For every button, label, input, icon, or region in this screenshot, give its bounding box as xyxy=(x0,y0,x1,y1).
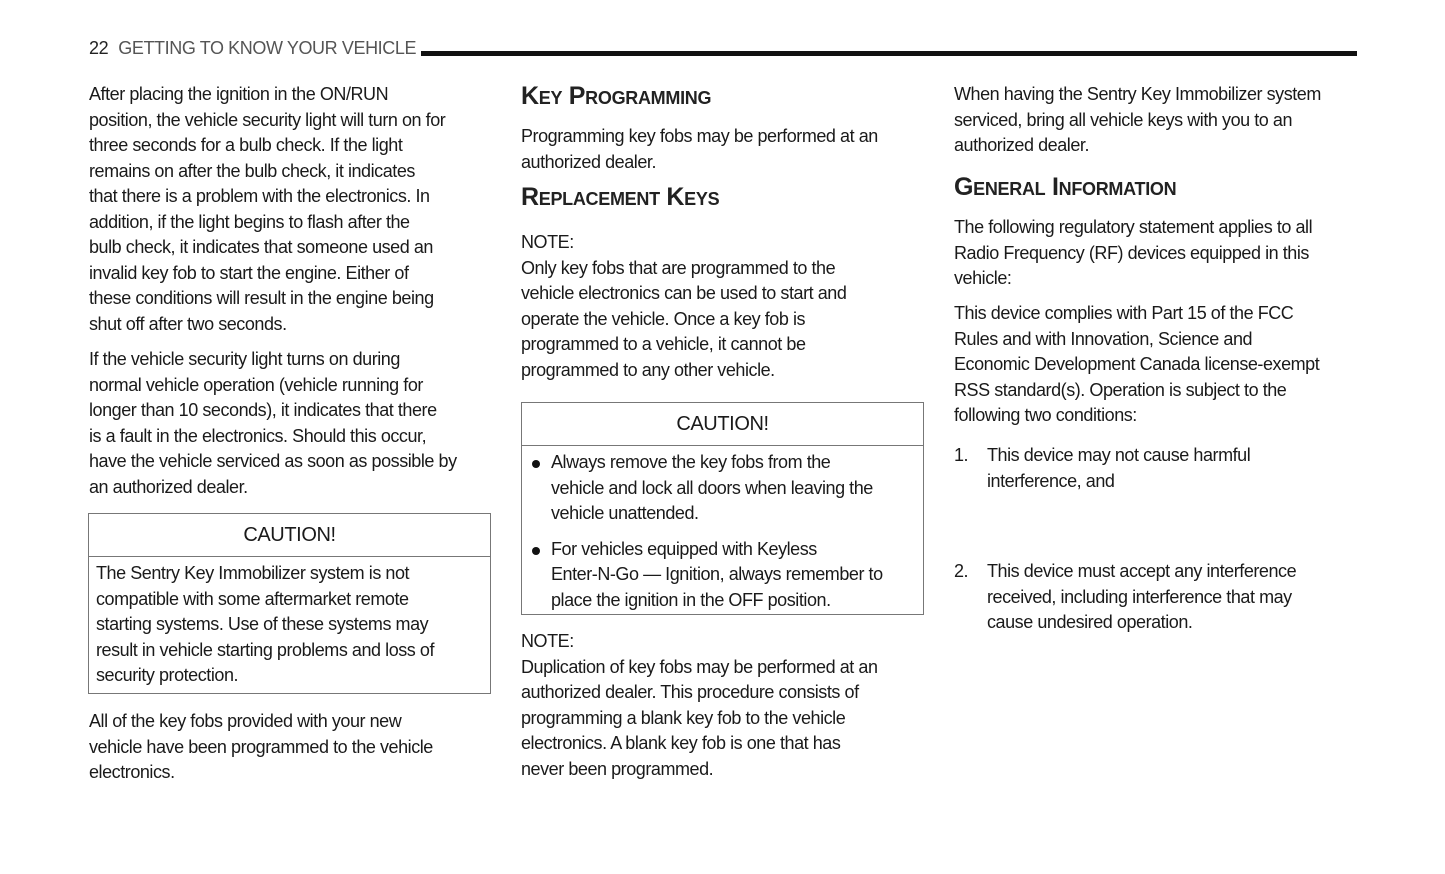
text-line: This device may not cause harmful xyxy=(987,445,1251,465)
text-line: authorized dealer. This procedure consists of xyxy=(521,682,859,702)
text-line: three seconds for a bulb check. If the light xyxy=(89,135,403,155)
text-line: Economic Development Canada license-exempt xyxy=(954,354,1320,374)
text-line: vehicle: xyxy=(954,268,1012,288)
heading-general-information: General Information xyxy=(954,173,1177,201)
note-1-text xyxy=(521,256,846,384)
text-line: The following regulatory statement applies to all xyxy=(954,217,1313,237)
text-line: security protection. xyxy=(96,665,239,685)
text-line: compatible with some aftermarket remote xyxy=(96,588,409,609)
text-line: vehicle and lock all doors when leaving the xyxy=(551,477,873,498)
text-line: received, including interference that may xyxy=(987,586,1292,607)
text-line: that there is a problem with the electronics. In xyxy=(89,186,430,206)
text-line: If the vehicle security light turns on during xyxy=(89,349,400,369)
text-line: Programming key fobs may be performed at an xyxy=(521,126,878,146)
text-line: have the vehicle serviced as soon as possible by xyxy=(89,451,457,471)
heading-replacement-keys: Replacement Keys xyxy=(521,183,720,211)
caution-box xyxy=(88,513,491,694)
fcc-paragraph xyxy=(954,301,1319,429)
text-line: programmed to a vehicle, it cannot be xyxy=(521,334,806,354)
list-number: 2. xyxy=(954,561,969,581)
text-line: result in vehicle starting problems and loss of xyxy=(96,639,435,660)
list-item-text xyxy=(987,443,1445,494)
text-line: vehicle electronics can be used to start and xyxy=(521,283,847,303)
note-1 xyxy=(521,230,846,383)
text-line: Duplication of key fobs may be performed at an xyxy=(521,656,878,677)
header-rule xyxy=(421,51,1357,56)
text-line: Rules and with Innovation, Science and xyxy=(954,328,1253,349)
text-line: never been programmed. xyxy=(521,758,714,779)
text-line: authorized dealer. xyxy=(954,135,1090,155)
text-line: invalid key fob to start the engine. Either of xyxy=(89,262,409,283)
caution-box xyxy=(521,402,924,615)
caution-title: CAUTION! xyxy=(522,403,923,446)
text-line: operate the vehicle. Once a key fob is xyxy=(521,308,806,329)
text-line: remains on after the bulb check, it indicates xyxy=(89,160,415,181)
security-light-paragraph xyxy=(89,347,457,500)
caution-bullet xyxy=(522,537,923,614)
caution-text xyxy=(96,561,497,689)
list-item xyxy=(954,443,1445,494)
text-line: After placing the ignition in the ON/RUN xyxy=(89,84,389,104)
text-line: This device must accept any interference xyxy=(987,561,1297,581)
caution-title: CAUTION! xyxy=(89,514,490,557)
text-line: shut off after two seconds. xyxy=(89,313,287,334)
text-line: is a fault in the electronics. Should this occur, xyxy=(89,425,427,446)
note-2-text xyxy=(521,655,878,783)
key-fobs-paragraph xyxy=(89,709,433,786)
regulatory-paragraph xyxy=(954,215,1312,292)
service-paragraph xyxy=(954,82,1321,159)
list-item-text xyxy=(987,559,1445,636)
text-line: programmed to any other vehicle. xyxy=(521,359,775,380)
note-2 xyxy=(521,629,878,782)
text-line: This device complies with Part 15 of the FCC xyxy=(954,303,1294,323)
text-line: electronics. xyxy=(89,762,175,782)
text-line: Enter-N-Go — Ignition, always remember to xyxy=(551,564,883,584)
text-line: place the ignition in the OFF position. xyxy=(551,589,831,610)
text-line: The Sentry Key Immobilizer system is not xyxy=(96,563,410,583)
text-line: All of the key fobs provided with your new xyxy=(89,711,402,731)
text-line: For vehicles equipped with Keyless xyxy=(551,538,817,559)
heading-key-programming: Key Programming xyxy=(521,82,712,110)
text-line: addition, if the light begins to flash after the xyxy=(89,211,410,232)
text-line: starting systems. Use of these systems may xyxy=(96,614,429,634)
text-line: authorized dealer. xyxy=(521,151,657,172)
text-line: serviced, bring all vehicle keys with you to an xyxy=(954,109,1293,130)
list-number: 1. xyxy=(954,445,969,465)
text-line: Always remove the key fobs from the xyxy=(551,452,831,472)
text-line: interference, and xyxy=(987,470,1115,491)
text-line: normal vehicle operation (vehicle running for xyxy=(89,374,423,395)
text-line: Only key fobs that are programmed to the xyxy=(521,257,836,278)
text-line: position, the vehicle security light will turn on for xyxy=(89,109,446,130)
text-line: electronics. A blank key fob is one that has xyxy=(521,733,841,753)
text-line: RSS standard(s). Operation is subject to the xyxy=(954,379,1287,400)
note-label: NOTE: xyxy=(521,232,574,252)
text-line: these conditions will result in the engine being xyxy=(89,288,434,308)
list-item xyxy=(954,559,1445,636)
caution-bullet xyxy=(522,450,923,527)
note-label: NOTE: xyxy=(521,631,574,651)
page-number: 22 xyxy=(89,38,109,58)
key-programming-paragraph xyxy=(521,124,878,175)
intro-paragraph xyxy=(89,82,445,337)
section-title: GETTING TO KNOW YOUR VEHICLE xyxy=(118,38,417,58)
page-header xyxy=(89,38,416,59)
text-line: longer than 10 seconds), it indicates that there xyxy=(89,400,437,420)
text-line: When having the Sentry Key Immobilizer system xyxy=(954,84,1321,104)
text-line: bulb check, it indicates that someone used an xyxy=(89,237,433,257)
text-line: programming a blank key fob to the vehicle xyxy=(521,707,846,728)
text-line: an authorized dealer. xyxy=(89,476,248,497)
text-line: vehicle have been programmed to the vehicle xyxy=(89,736,433,757)
text-line: Radio Frequency (RF) devices equipped in this xyxy=(954,242,1309,263)
text-line: following two conditions: xyxy=(954,405,1137,425)
text-line: cause undesired operation. xyxy=(987,612,1193,632)
text-line: vehicle unattended. xyxy=(551,503,699,523)
